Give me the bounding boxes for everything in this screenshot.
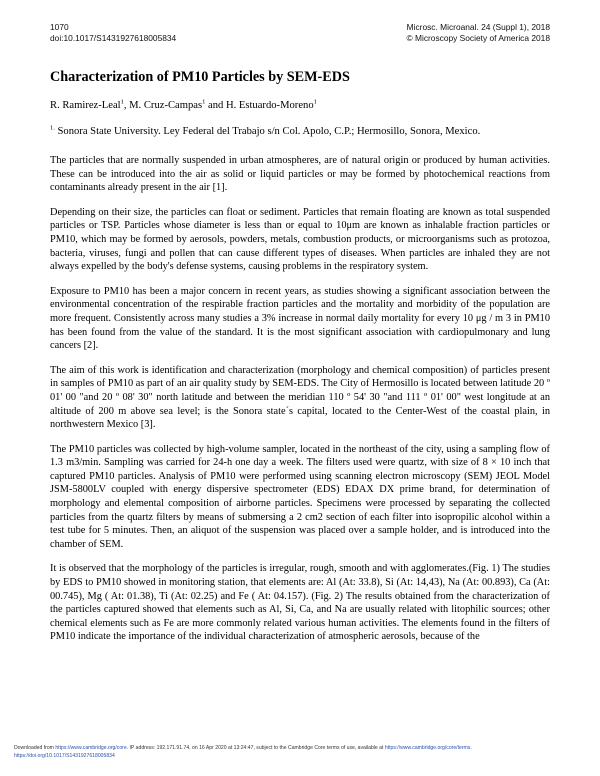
author-list [50,100,317,111]
cambridge-core-link[interactable]: https://www.cambridge.org/core [55,745,127,751]
paragraph: Exposure to PM10 has been a major concern in recent years, as studies showing a significant association between the environmental concentration of the respirable fraction particles and the mortality and morbidity of the population are more frequent. Consistently across many studies a 3% increase in normal daily mortality for every 10 μg / m 3 in PM10 has been found from the value of the standard. It is the most significant association with cardiopulmonary and lung cancers [2]. [50,285,550,352]
author-affiliation-mark: 1 [202,98,206,106]
footer-line-2 [14,753,586,761]
author-affiliation-mark: 1 [120,98,124,106]
affiliation-mark: 1. [50,124,55,132]
running-header-left [50,22,176,44]
footer-line-1: Downloaded from https://www.cambridge.org/core. IP address: 192.171.91.74, on 16 Apr 2020 at 13:24:47, subject to the Cambridge Core terms of use, available at https://www.cambridge.org/core/terms. [14,745,472,751]
body-text [50,154,550,655]
affiliation-text: Sonora State University. Ley Federal del Trabajo s/n Col. Apolo, C.P.; Hermosillo, Sonora, Mexico. [54,126,481,137]
author-name: , M. Cruz-Campas [123,100,203,111]
page-number: 1070 [50,22,69,32]
running-header-right [407,22,551,44]
paragraph: The PM10 particles was collected by high-volume sampler, located in the northeast of the city, using a sampling flow of 1.3 m3/min. Sampling was carried for 24-h one day a week. The filters used were quartz, with size of 8 × 10 inch that captured PM10 particles. Analysis of PM10 were performed using scanning electron microscopy (SEM) JEOL Model JSM-5800LV coupled with energy dispersive spectrometer (EDS) EDAX DX prime brand, for determination of morphology and elemental composition of airborne particles. Specimens were processed by separating the collected particles from the quartz filters by means of submersing a 2 cm2 section of each filter into isopropilic alcohol within a test tube for 5 minutes. Then, an aliquot of the suspension was placed over a sample holder, and is introduced into the chamber of SEM. [50,443,550,550]
author-name: and H. Estuardo-Moreno [205,100,314,111]
copyright-notice: © Microscopy Society of America 2018 [406,33,550,43]
paragraph: Depending on their size, the particles can float or sediment. Particles that remain floating are known as total suspended particles or TSP. Particles whose diameter is less than or equal to 10μm are known as inhalable fraction particles or PM10, which may be formed by aerosols, powders, metals, combustion products, or microorganisms such as protozoa, bacteria, viruses, fungi and pollen that can cause different types of diseases. When particles are inhaled they are not always expelled by the body's defense systems, causing problems in the respiratory system. [50,206,550,273]
author-affiliation-mark: 1 [313,98,317,106]
journal-citation: Microsc. Microanal. 24 (Suppl 1), 2018 [406,22,550,32]
terms-link[interactable]: https://www.cambridge.org/core/terms [384,745,471,751]
paragraph: It is observed that the morphology of the particles is irregular, rough, smooth and with agglomerates.(Fig. 1) The studies by EDS to PM10 showed in monitoring station, that elements are: Al (At: 33.8), Si (At: 14,43), Na (At: 00.893), Ca (At: 00.745), Mg ( At: 01.38), Ti (At: 02.25) and Fe ( At: 04.157). (Fig. 2) The results obtained from the characterization of the particles captured showed that elements such as Al, Si, Ca, and Na are usually related with litophilic sources; other chemical elements such as Fe are more commonly related various human activities. The elements found in the filters of PM10 indicate the importance of the individual characterization of atmospheric aerosols, because of the [50,563,550,643]
paragraph: The aim of this work is identification and characterization (morphology and chemical composition) of particles present in samples of PM10 as part of an air quality study by SEM-EDS. The City of Hermosillo is located between latitude 20 º 01' 00 "and 20 º 08' 30" north latitude and between the meridian 110 º 54' 30 "and 111 º 01' 00" west longitude at an altitude of 200 m above sea level; is the Sonora state´s capital, located to the Center-West of the coastal plain, in northwestern Mexico [3]. [50,364,550,431]
affiliation [50,126,480,137]
doi-link[interactable]: https://doi.org/10.1017/S1431927618005834 [14,752,115,759]
download-footer [14,745,586,760]
paper-title: Characterization of PM10 Particles by SEM-EDS [50,69,350,85]
doi-text: doi:10.1017/S1431927618005834 [50,33,177,43]
paragraph: The particles that are normally suspended in urban atmospheres, are of natural origin or produced by human activities. These can be introduced into the air as solid or liquid particles or may be formed by photochemical reactions from contaminants already present in the air [1]. [50,155,550,194]
author-name: R. Ramirez-Leal [50,100,121,111]
